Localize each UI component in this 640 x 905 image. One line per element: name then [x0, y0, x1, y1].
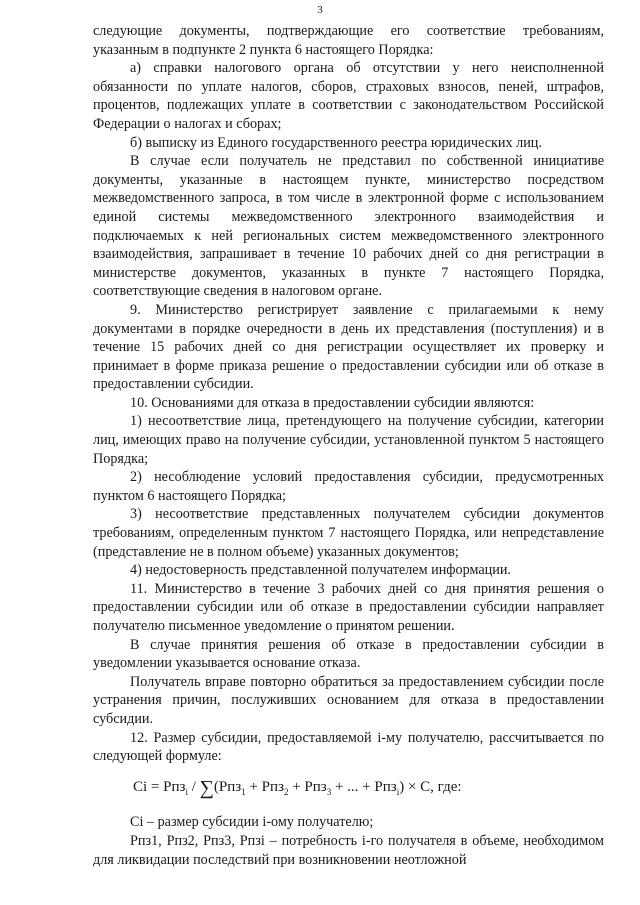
paragraph: 3) несоответствие представленных получателем субсидии документов требованиям, определенным пунктом 7 настоящего Порядка, или непредставление (представление не в полном объеме) указанных документов; — [93, 506, 604, 560]
formula-sub: i — [185, 786, 188, 797]
paragraph: 12. Размер субсидии, предоставляемой i-му получателю, рассчитывается по следующей формуле: — [93, 729, 604, 765]
formula-open: (Рпз — [213, 778, 242, 795]
formula-slash: / — [187, 778, 200, 795]
paragraph: следующие документы, подтверждающие его соответствие требованиям, указанным в подпункте 2 пункта 6 настоящего Порядка: — [93, 23, 604, 58]
formula-close: ) × С, где: — [399, 778, 462, 795]
formula-term: + Рпз — [245, 778, 284, 795]
formula-sub: 3 — [326, 786, 332, 797]
paragraph: 9. Министерство регистрирует заявление с прилагаемыми к нему документами в порядке очередности в день их представления (поступления) и в течение 15 рабочих дней со дня регистрации осуществляет их проверку и принимает в форме приказа решение о предоставлении субсидии или об отказе в предоставлении субсидии. — [93, 301, 604, 393]
subsidy-formula — [133, 778, 604, 802]
paragraphs-before-formula — [93, 22, 604, 766]
formula-term: + Рпз — [288, 778, 327, 795]
formula-sub: i — [396, 786, 400, 797]
formula-sub: 2 — [283, 786, 289, 797]
formula-lhs: Ci = Рпз — [133, 778, 186, 795]
paragraph: 4) недостоверность представленной получателем информации. — [130, 562, 511, 579]
paragraph: Ci – размер субсидии i-ому получателю; — [130, 814, 374, 831]
paragraph: б) выписку из Единого государственного реестра юридических лиц. — [130, 134, 542, 151]
paragraph: В случае если получатель не представил по собственной инициативе документы, указанные в настоящем пункте, министерство посредством межведомственного запроса, в том числе в электронной форме с использованием единой системы межведомственного электронного взаимодействия и подключаемых к ней региональных систем межведомственного электронного взаимодействия, запрашивает в течение 10 рабочих дней со дня регистрации в министерстве документов, указанных в пункте 7 настоящего Порядка, соответствующие сведения в налоговом органе. — [93, 153, 604, 300]
paragraph: В случае принятия решения об отказе в предоставлении субсидии в уведомлении указывается основание отказа. — [93, 636, 604, 672]
paragraph: 1) несоответствие лица, претендующего на получение субсидии, категории лиц, имеющих право на получение субсидии, установленной пунктом 5 настоящего Порядка; — [93, 413, 604, 467]
paragraph: 2) несоблюдение условий предоставления субсидии, предусмотренных пунктом 6 настоящего Порядка; — [93, 469, 604, 504]
document-body — [93, 22, 604, 869]
paragraph: 11. Министерство в течение 3 рабочих дней со дня принятия решения о предоставлении субсидии или об отказе в предоставлении субсидии направляет получателю письменное уведомление о принятом решении. — [93, 580, 604, 634]
page-number: 3 — [317, 4, 323, 16]
formula-term: + ... + Рпз — [331, 778, 397, 795]
paragraph: Получатель вправе повторно обратиться за предоставлением субсидии после устранения причин, послуживших основанием для отказа в предоставлении субсидии. — [93, 673, 604, 727]
paragraphs-after-formula — [93, 813, 604, 869]
formula-sub: 1 — [241, 786, 246, 797]
paragraph: 10. Основаниями для отказа в предоставлении субсидии являются: — [130, 394, 535, 411]
paragraph: Рпз1, Рпз2, Рпз3, Рпзi – потребность i-го получателя в объеме, необходимом для ликвидации последствий при возникновении неотложной — [93, 832, 604, 868]
sum-symbol: ∑ — [199, 776, 214, 799]
paragraph: а) справки налогового органа об отсутствии у него неисполненной обязанности по уплате налогов, сборов, страховых взносов, пеней, штрафов, процентов, подлежащих уплате в соответствии с законодательством Российской Федерации о налогах и сборах; — [93, 60, 604, 132]
